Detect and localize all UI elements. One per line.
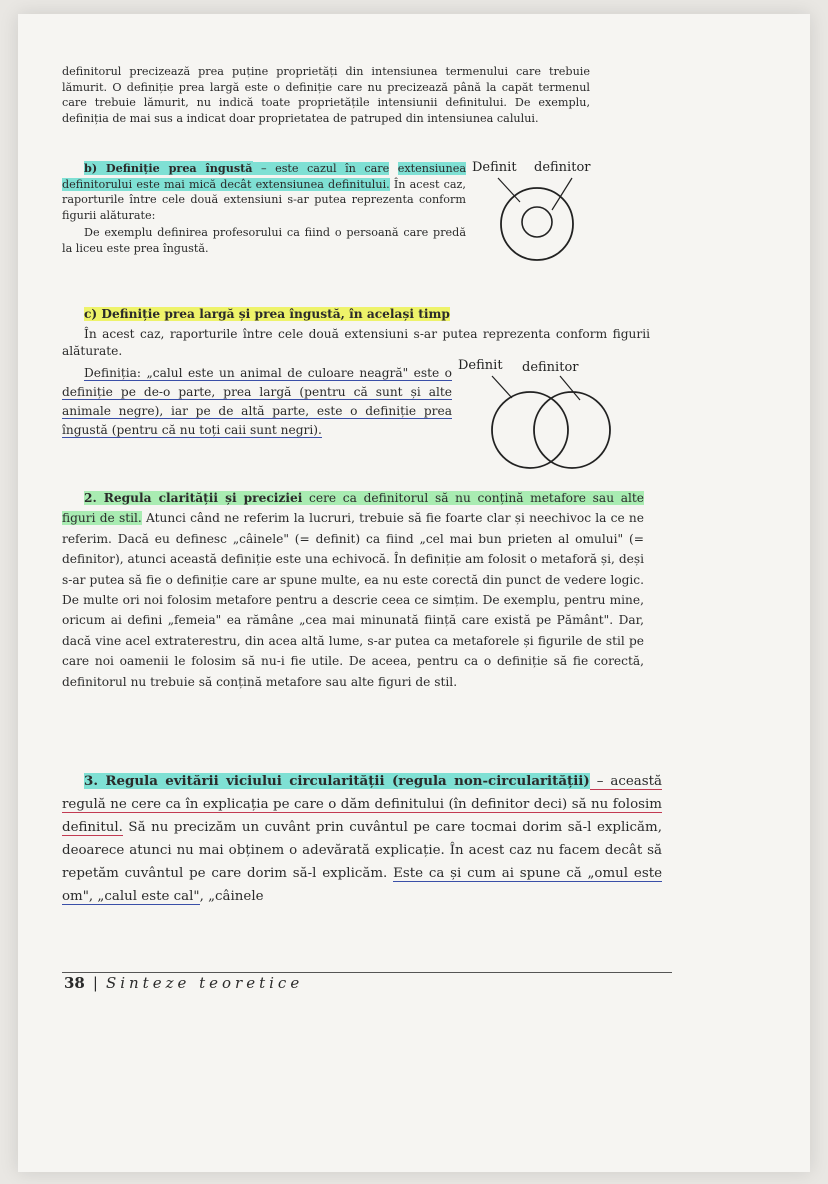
- heading-larga-si-ingusta: c) Definiție prea largă și prea îngustă, în același timp: [84, 307, 450, 321]
- rule3-underlined: – această regulă ne cere ca în explicația pe care o dăm definitului (în definitor deci) să nu folosim definitul.: [62, 774, 662, 835]
- rule3-example-underlined: Este ca și cum ai spune că „omul este om", „calul este cal": [62, 866, 662, 904]
- diagram1-label-definit: Definit: [472, 160, 517, 175]
- rule2-text: Atunci când ne referim la lucruri, trebuie să fie foarte clar și neechivoc la ce ne referim. Dacă eu definesc „câinele" (= definit) ca fiind „cel mai bun prieten al omului" (= definitor), atunci această definiție este una echivocă. În definiție am folosit o metaforă și, deși s-ar putea să fie o definiție care ar spune multe, ea nu este corectă din punct de vedere logic. De multe ori noi folosim metafore pentru a descrie ceea ce simțim. De exemplu, pentru mine, oricum ai defini „femeia" ea rămâne „cea mai minunată ființă care există pe Pământ". Dar, dacă vine acel extraterestru, din acea altă lume, s-ar putea ca metaforele și figurile de stil pe care noi oamenii le folosim să nu-i fie utile. De aceea, pentru ca o definiție să fie corectă, definitorul nu trebuie să conțină metafore sau alte figuri de stil.: [62, 511, 644, 689]
- heading-prea-ingusta: b) Definiție prea îngustă: [84, 161, 253, 175]
- section-c: [62, 306, 650, 360]
- section-c-example: [62, 364, 452, 440]
- circle-definitor: [522, 207, 552, 237]
- diagram2-label-definit: Definit: [458, 358, 503, 373]
- page-number: 38: [64, 974, 85, 992]
- rule3-heading: 3. Regula evitării viciului circularității (regula non-circularității): [84, 773, 590, 789]
- circle-definitor: [534, 392, 610, 468]
- rule-3: [62, 770, 662, 908]
- rule2-highlight: cere ca definitorul să nu conțină metafore sau alte figuri de stil.: [62, 491, 645, 526]
- section-b-text3: În acest caz, raporturile între cele două extensiuni s-ar putea reprezenta conform figurii alăturate:: [62, 177, 466, 222]
- footer-separator: |: [92, 974, 98, 992]
- rule3-text: Să nu precizăm un cuvânt prin cuvântul pe care tocmai dorim să-l explicăm, deoarece atunci nu mai obținem o adevărată explicație. În acest caz nu facem decât să repetăm cuvântul pe care dorim să-l explicăm.: [62, 820, 662, 881]
- circle-definit: [501, 188, 573, 260]
- diagram-concentric-circles: [480, 172, 600, 272]
- diagram1-label-definitor: definitor: [534, 160, 591, 175]
- circle-definit: [492, 392, 568, 468]
- section-b-example: De exemplu definirea profesorului ca fiind o persoană care predă la liceu este prea îngustă.: [62, 226, 466, 255]
- section-b: [62, 161, 466, 257]
- section-c-example-text: Definiția: „calul este un animal de culoare neagră" este o definiție pe de-o parte, prea largă (pentru că sunt și alte animale negre), iar pe de altă parte, este o definiție prea îngustă (pentru că nu toți caii sunt negri).: [62, 366, 452, 437]
- rule-2: [62, 488, 644, 692]
- section-b-text1: – este cazul în care: [252, 162, 390, 175]
- section-c-text: În acest caz, raporturile între cele două extensiuni s-ar putea reprezenta conform figurii alăturate.: [62, 327, 650, 358]
- footer-rule: [62, 972, 672, 973]
- diagram2-label-definitor: definitor: [522, 360, 579, 375]
- paragraph-prea-larga-end: [62, 64, 590, 126]
- page-footer: [64, 974, 303, 992]
- paragraph-text: definitorul precizează prea puține proprietăți din intensiunea termenului care trebuie lămurit. O definiție prea largă este o definiție care nu precizează până la capăt termenul care trebuie lămurit, nu indică toate proprietățile intensiunii definitului. De exemplu, definiția de mai sus a indicat doar proprietatea de patruped din intensiunea calului.: [62, 65, 590, 125]
- diagram-overlapping-circles: [486, 372, 616, 478]
- rule3-text-end: , „câinele: [199, 889, 264, 904]
- rule2-heading: 2. Regula clarității și preciziei: [84, 491, 303, 505]
- section-b-highlight: extensiunea definitorului este mai mică decât extensiunea definitului.: [62, 162, 466, 191]
- footer-book-title: Sinteze teoretice: [105, 974, 304, 992]
